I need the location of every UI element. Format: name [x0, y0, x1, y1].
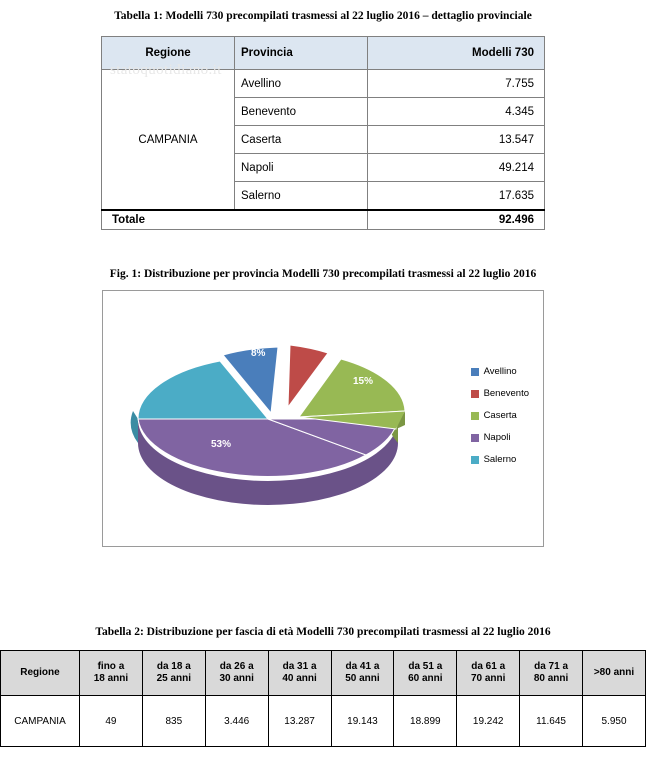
- pie-label-benevento: 5%: [301, 339, 316, 350]
- table2-header-regione-line1: Regione: [20, 667, 60, 678]
- table-row: [1, 696, 646, 747]
- table1-provincia-4: Salerno: [235, 182, 368, 211]
- hdr-line1: da 41 a: [345, 661, 380, 672]
- table1-region-cell: CAMPANIA: [102, 70, 235, 211]
- table2-header-fino-18: [80, 651, 143, 696]
- hdr-line2: 70 anni: [470, 673, 506, 684]
- table2-header-61-70: [457, 651, 520, 696]
- legend-swatch-icon: [471, 390, 479, 398]
- table-row: [102, 70, 545, 98]
- table2-header-18-25: [142, 651, 205, 696]
- table1-header-regione: Regione: [102, 37, 235, 70]
- hdr-line1: da 51 a: [408, 661, 443, 672]
- table2-header-26-30: [205, 651, 268, 696]
- legend-swatch-icon: [471, 412, 479, 420]
- table2-value-7: 11.645: [520, 696, 583, 747]
- legend-label-napoli: Napoli: [483, 432, 511, 443]
- table1-header-row: [102, 37, 545, 70]
- chart-legend: [471, 366, 529, 476]
- pie-label-napoli: 53%: [211, 439, 232, 450]
- table2-header-31-40: [268, 651, 331, 696]
- table2-header-51-60: [394, 651, 457, 696]
- table1-total-value: 92.496: [368, 210, 545, 230]
- table2-title: Tabella 2: Distribuzione per fascia di età Modelli 730 precompilati trasmessi al 22 luglio 2016: [95, 626, 551, 638]
- legend-item-napoli: [471, 432, 529, 443]
- pie-label-salerno: 19%: [175, 343, 196, 354]
- table1-modelli-3: 49.214: [368, 154, 545, 182]
- table1-header-provincia: Provincia: [235, 37, 368, 70]
- table2-header-over-80: [583, 651, 646, 696]
- legend-swatch-icon: [471, 434, 479, 442]
- hdr-line2: 18 anni: [93, 673, 129, 684]
- hdr-line1: fino a: [97, 661, 125, 672]
- hdr-line2: 60 anni: [408, 673, 443, 684]
- table1-provincia-0: Avellino: [235, 70, 368, 98]
- legend-item-benevento: [471, 388, 529, 399]
- table2-value-1: 835: [142, 696, 205, 747]
- table2-header-71-80: [520, 651, 583, 696]
- legend-item-caserta: [471, 410, 529, 421]
- table2-value-6: 19.242: [457, 696, 520, 747]
- figure1-section: [0, 268, 646, 547]
- pie-chart-svg: [103, 291, 433, 546]
- pie-chart: [102, 290, 544, 547]
- legend-label-salerno: Salerno: [483, 454, 517, 465]
- table2-header-regione: [1, 651, 80, 696]
- table1-modelli-2: 13.547: [368, 126, 545, 154]
- table1-modelli-1: 4.345: [368, 98, 545, 126]
- table2-value-8: 5.950: [583, 696, 646, 747]
- table1-section: [0, 10, 646, 230]
- table1-total-row: [102, 210, 545, 230]
- hdr-line1: da 31 a: [282, 661, 317, 672]
- hdr-line2: 80 anni: [533, 673, 569, 684]
- legend-swatch-icon: [471, 456, 479, 464]
- legend-label-avellino: Avellino: [483, 366, 517, 377]
- hdr-line1: da 61 a: [471, 661, 506, 672]
- hdr-line1: >80 anni: [593, 667, 635, 678]
- table1-provincia-2: Caserta: [235, 126, 368, 154]
- table2-header-41-50: [331, 651, 394, 696]
- table1-provincia-1: Benevento: [235, 98, 368, 126]
- hdr-line2: 25 anni: [156, 673, 192, 684]
- legend-item-avellino: [471, 366, 529, 377]
- table1-modelli-0: 7.755: [368, 70, 545, 98]
- hdr-line2: 50 anni: [345, 673, 380, 684]
- table1: [101, 36, 545, 230]
- table2-value-4: 19.143: [331, 696, 394, 747]
- table1-total-label: Totale: [102, 210, 368, 230]
- legend-label-caserta: Caserta: [483, 410, 517, 421]
- table2-value-5: 18.899: [394, 696, 457, 747]
- table2-value-0: 49: [80, 696, 143, 747]
- pie-label-avellino: 8%: [251, 348, 266, 359]
- table2-section: [0, 626, 646, 747]
- legend-label-benevento: Benevento: [483, 388, 529, 399]
- table1-modelli-4: 17.635: [368, 182, 545, 211]
- table2-value-3: 13.287: [268, 696, 331, 747]
- hdr-line2: 30 anni: [219, 673, 254, 684]
- table1-title: Tabella 1: Modelli 730 precompilati trasmessi al 22 luglio 2016 – dettaglio provinciale: [114, 10, 532, 22]
- table2-regione-cell: CAMPANIA: [1, 696, 80, 747]
- hdr-line1: da 71 a: [534, 661, 569, 672]
- table2-header-row: [1, 651, 646, 696]
- pie-label-caserta: 15%: [353, 376, 374, 387]
- table1-provincia-3: Napoli: [235, 154, 368, 182]
- table2-value-2: 3.446: [205, 696, 268, 747]
- hdr-line2: 40 anni: [282, 673, 317, 684]
- watermark-text: statoquotidiano.it: [110, 62, 222, 78]
- table1-header-modelli: Modelli 730: [368, 37, 545, 70]
- hdr-line1: da 18 a: [156, 661, 191, 672]
- figure1-title: Fig. 1: Distribuzione per provincia Modelli 730 precompilati trasmessi al 22 luglio 2016: [109, 268, 537, 280]
- hdr-line1: da 26 a: [219, 661, 254, 672]
- legend-swatch-icon: [471, 368, 479, 376]
- table2: [0, 650, 646, 747]
- pie-chart-area: [103, 291, 433, 546]
- legend-item-salerno: [471, 454, 529, 465]
